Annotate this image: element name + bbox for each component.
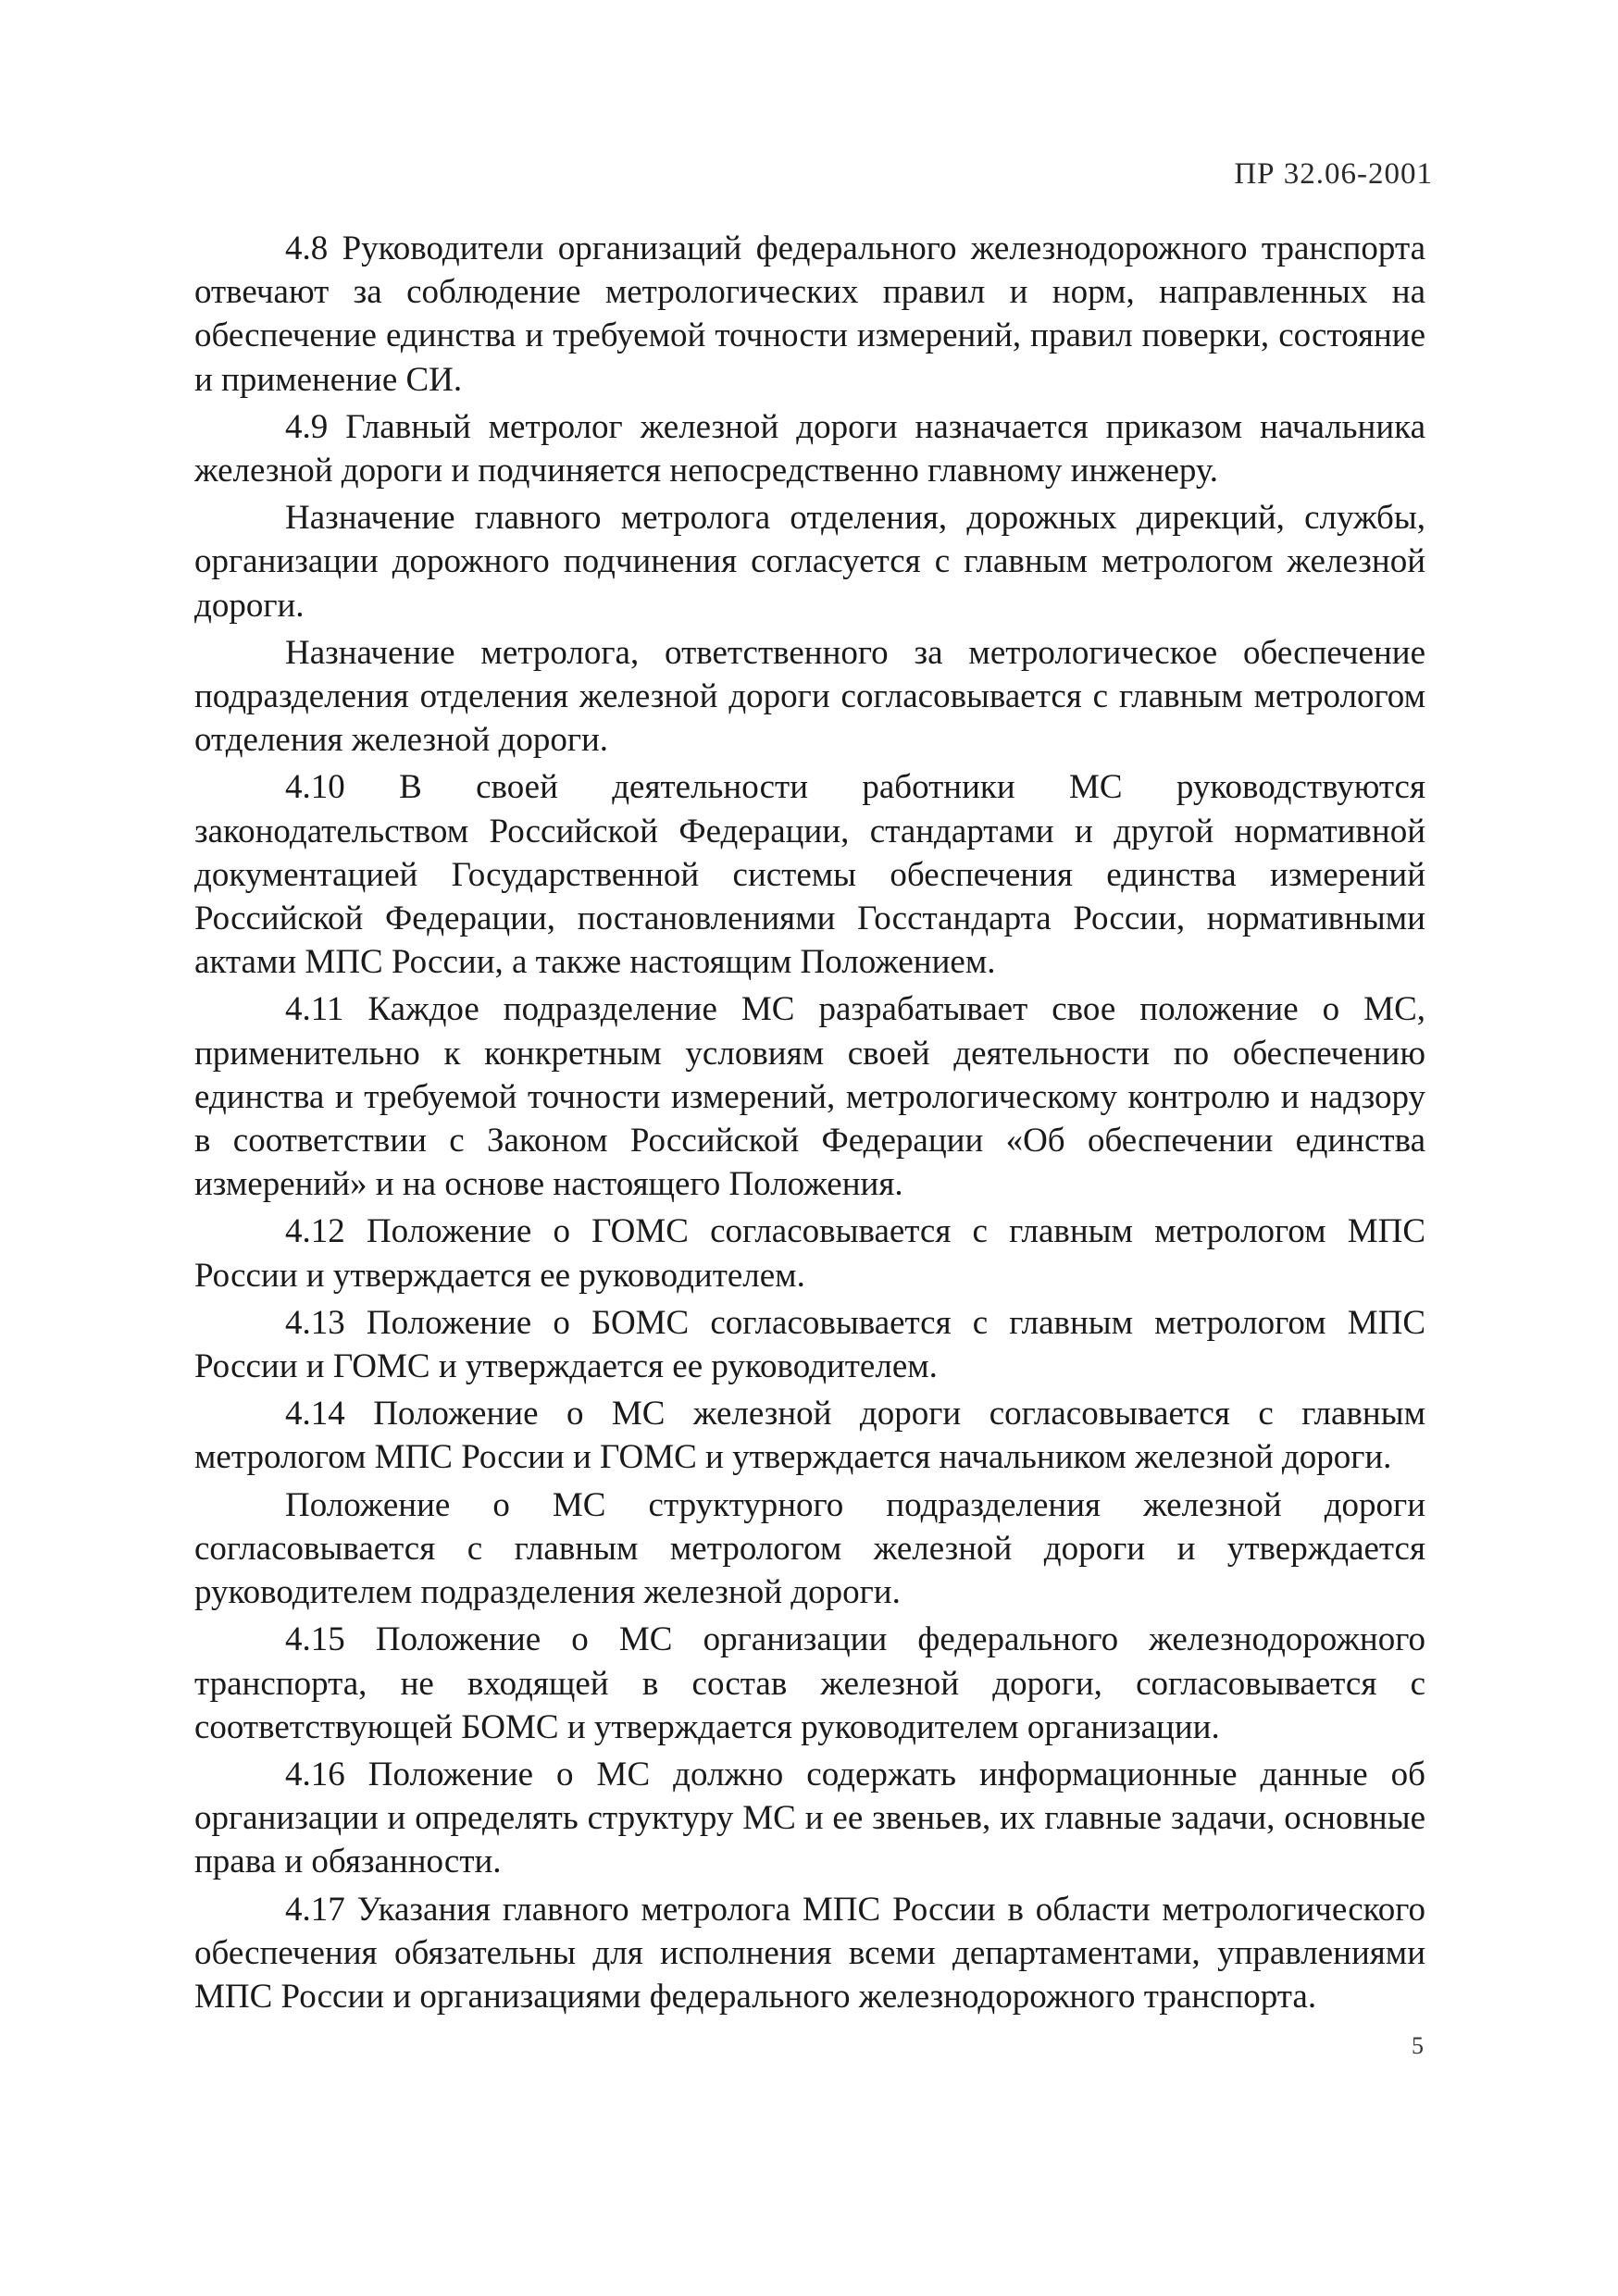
paragraph-4-10: 4.10 В своей деятельности работники МС руководствуются законодательством Российской Федерации, стандартами и другой нормативной документацией Государственной системы обеспечения единства измерений Российской Федерации, постановлениями Госстандарта России, нормативными актами МПС России, а также настоящим Положением. [194,768,1425,982]
paragraph-4-13: 4.13 Положение о БОМС согласовывается с главным метрологом МПС России и ГОМС и утверждается ее руководителем. [194,1303,1425,1386]
document-code: ПР 32.06-2001 [1234,157,1433,191]
paragraph-4-11: 4.11 Каждое подразделение МС разрабатывает свое положение о МС, применительно к конкретным условиям своей деятельности по обеспечению единства и требуемой точности измерений, метрологическому контролю и надзору в соответствии с Законом Российской Федерации «Об обеспечении единства измерений» и на основе настоящего Положения. [194,990,1425,1204]
page-number: 5 [1412,2032,1424,2059]
paragraph-4-12: 4.12 Положение о ГОМС согласовывается с главным метрологом МПС России и утверждается ее руководителем. [194,1212,1425,1295]
paragraph-4-9: 4.9 Главный метролог железной дороги назначается приказом начальника железной дороги и подчиняется непосредственно главному инженеру. [194,407,1425,490]
paragraph-4-16: 4.16 Положение о МС должно содержать информационные данные об организации и определять структуру МС и ее звеньев, их главные задачи, основные права и обязанности. [194,1755,1425,1881]
paragraph-4-17: 4.17 Указания главного метролога МПС России в области метрологического обеспечения обязательны для исполнения всеми департаментами, управлениями МПС России и организациями федерального железнодорожного транспорта. [194,1890,1425,2016]
paragraph-4-14-structural-unit: Положение о МС структурного подразделения железной дороги согласовывается с главным метрологом железной дороги и утверждается руководителем подразделения железной дороги. [194,1485,1425,1612]
paragraph-4-9-appointment-division: Назначение главного метролога отделения, дорожных дирекций, службы, организации дорожного подчинения согласуется с главным метрологом железной дороги. [194,499,1425,625]
document-body [194,227,1425,2022]
paragraph-4-9-appointment-metrologist: Назначение метролога, ответственного за метрологическое обеспечение подразделения отделения железной дороги согласовывается с главным метрологом отделения железной дороги. [194,633,1425,760]
paragraph-4-15: 4.15 Положение о МС организации федерального железнодорожного транспорта, не входящей в состав железной дороги, согласовывается с соответствующей БОМС и утверждается руководителем организации. [194,1620,1425,1746]
paragraph-4-14: 4.14 Положение о МС железной дороги согласовывается с главным метрологом МПС России и ГОМС и утверждается начальником железной дороги. [194,1395,1425,1477]
paragraph-4-8: 4.8 Руководители организаций федерального железнодорожного транспорта отвечают за соблюдение метрологических правил и норм, направленных на обеспечение единства и требуемой точности измерений, правил поверки, состояние и применение СИ. [194,230,1425,399]
